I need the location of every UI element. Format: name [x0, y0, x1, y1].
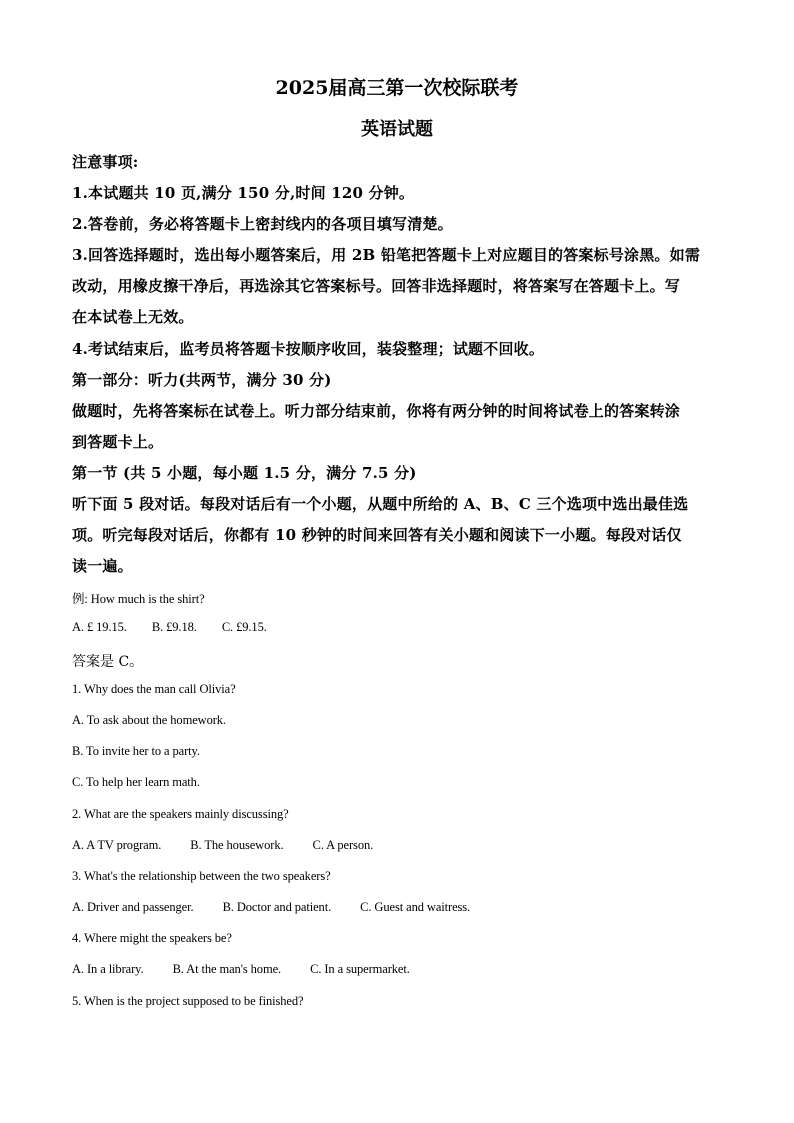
example-answer: 答案是 C。	[72, 654, 144, 670]
question-2-option-a: A. A TV program.	[72, 838, 162, 852]
exam-subject: 英语试题	[361, 119, 433, 140]
question-2-options	[72, 838, 373, 853]
part1-instruction-line-1: 做题时，先将答案标在试卷上。听力部分结束前，你将有两分钟的时间将试卷上的答案转涂	[72, 402, 681, 420]
question-2: 2. What are the speakers mainly discussing?	[72, 807, 289, 821]
question-2-option-c: C. A person.	[312, 838, 374, 852]
section1-heading: 第一节 (共 5 小题，每小题 1.5 分，满分 7.5 分)	[72, 464, 417, 482]
notice-item-1: 1.本试题共 10 页,满分 150 分,时间 120 分钟。	[72, 184, 415, 202]
question-3-option-a: A. Driver and passenger.	[72, 900, 194, 914]
notice-item-3-line-3: 在本试卷上无效。	[72, 308, 194, 326]
notice-item-3-line-2: 改动，用橡皮擦干净后，再选涂其它答案标号。回答非选择题时，将答案写在答题卡上。写	[72, 277, 681, 295]
question-3-option-b: B. Doctor and patient.	[222, 900, 332, 914]
question-4-option-c: C. In a supermarket.	[310, 962, 410, 976]
example-option-c: C. £9.15.	[221, 620, 267, 634]
notice-heading: 注意事项:	[72, 153, 139, 171]
section1-instruction-line-3: 读一遍。	[72, 557, 133, 575]
question-1-option-a: A. To ask about the homework.	[72, 713, 226, 727]
question-2-option-b: B. The housework.	[190, 838, 284, 852]
question-3-options	[72, 900, 470, 915]
question-1: 1. Why does the man call Olivia?	[72, 682, 236, 696]
question-4-option-a: A. In a library.	[72, 962, 144, 976]
part1-heading: 第一部分：听力(共两节，满分 30 分)	[72, 371, 332, 389]
question-3: 3. What's the relationship between the two speakers?	[72, 869, 331, 883]
notice-item-3-line-1: 3.回答选择题时，选出每小题答案后，用 2B 铅笔把答题卡上对应题目的答案标号涂黑。如需	[72, 246, 701, 264]
question-1-option-c: C. To help her learn math.	[72, 775, 200, 789]
example-question: 例: How much is the shirt?	[72, 592, 205, 606]
question-5: 5. When is the project supposed to be finished?	[72, 994, 304, 1008]
example-options	[72, 620, 267, 635]
section1-instruction-line-1: 听下面 5 段对话。每段对话后有一个小题，从题中所给的 A、B、C 三个选项中选出最佳选	[72, 495, 689, 513]
example-option-b: B. £9.18.	[151, 620, 197, 634]
notice-item-4: 4.考试结束后，监考员将答题卡按顺序收回，装袋整理；试题不回收。	[72, 340, 545, 358]
question-1-option-b: B. To invite her to a party.	[72, 744, 200, 758]
question-3-option-c: C. Guest and waitress.	[360, 900, 471, 914]
question-4: 4. Where might the speakers be?	[72, 931, 232, 945]
section1-instruction-line-2: 项。听完每段对话后，你都有 10 秒钟的时间来回答有关小题和阅读下一小题。每段对话仅	[72, 526, 682, 544]
exam-title: 2025届高三第一次校际联考	[275, 77, 519, 99]
notice-item-2: 2.答卷前，务必将答题卡上密封线内的各项目填写清楚。	[72, 215, 453, 233]
question-4-options	[72, 962, 410, 977]
example-option-a: A. £ 19.15.	[72, 620, 127, 634]
question-4-option-b: B. At the man's home.	[172, 962, 282, 976]
part1-instruction-line-2: 到答题卡上。	[72, 433, 164, 451]
